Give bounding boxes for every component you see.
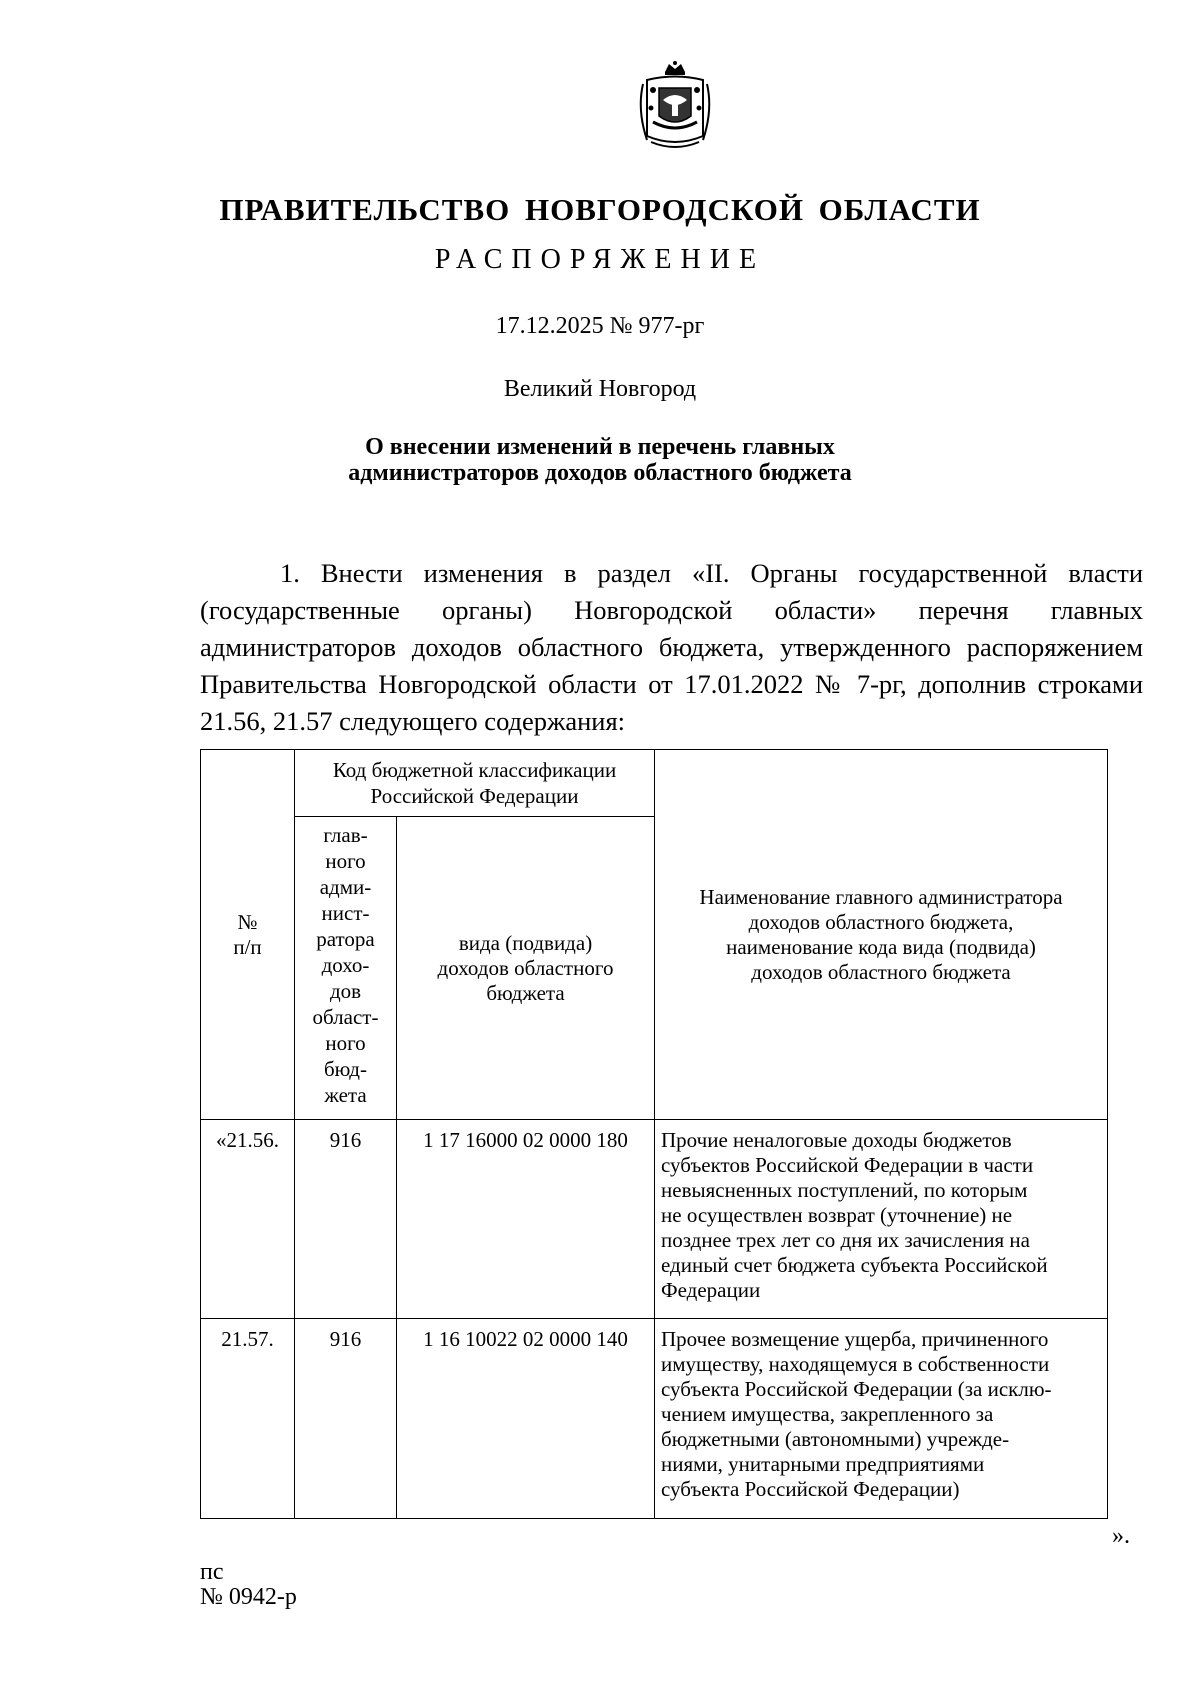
closing-quote: ». [1112, 1523, 1130, 1549]
document-date-number: 17.12.2025 № 977-рг [495, 313, 705, 339]
subject-line-1: О внесении изменений в перечень главных [365, 434, 835, 460]
document-place: Великий Новгород [503, 376, 697, 402]
table-row [201, 1120, 1108, 1319]
novgorod-coat-of-arms-icon [635, 60, 715, 152]
row-income-code: 1 16 10022 02 0000 140 [397, 1319, 655, 1519]
row-income-name: Прочее возмещение ущерба, причиненного имуществу, находящемуся в собственности субъекта Российской Федерации (за исклю- чением имущества, закрепленного за бюджетными (автономными) учрежде- ниями, унитарными предприятиями субъекта Российской Федерации) [655, 1319, 1108, 1519]
header-num: № п/п [201, 750, 295, 1120]
row-num: 21.57. [201, 1319, 295, 1519]
header-income-kind: вида (подвида) доходов областного бюджета [397, 817, 655, 1120]
body-paragraph: 1. Внести изменения в раздел «II. Органы государственной власти (государственные органы) Новгородской области» перечня главных администраторов доходов областного бюджета, утвержденного распоряжением Правительства Новгородской области от 17.01.2022 № 7-рг, дополнив строками 21.56, 21.57 следующего содержания: [200, 558, 1143, 736]
row-income-code: 1 17 16000 02 0000 180 [397, 1120, 655, 1319]
income-administrators-table [200, 749, 1108, 1519]
footer-line-1: пс [200, 1559, 224, 1585]
header-admin-code: глав- ного адми- нист- ратора дохо- дов област- ного бюд- жета [295, 817, 397, 1120]
header-code-group: Код бюджетной классификации Российской Федерации [295, 750, 655, 817]
table-row [201, 1319, 1108, 1519]
government-title: ПРАВИТЕЛЬСТВО НОВГОРОДСКОЙ ОБЛАСТИ [219, 192, 981, 227]
subject-line-2: администраторов доходов областного бюджета [348, 460, 852, 486]
row-admin-code: 916 [295, 1319, 397, 1519]
document-type: РАСПОРЯЖЕНИЕ [434, 244, 766, 275]
table-header-row [201, 750, 1108, 817]
document-subject [0, 434, 1200, 486]
row-num: «21.56. [201, 1120, 295, 1319]
footer-line-2: № 0942-р [200, 1584, 297, 1610]
header-admin-name: Наименование главного администратора доходов областного бюджета, наименование кода вида (подвида) доходов областного бюджета [655, 750, 1108, 1120]
row-income-name: Прочие неналоговые доходы бюджетов субъектов Российской Федерации в части невыясненных поступлений, по которым не осуществлен возврат (уточнение) не позднее трех лет со дня их зачисления на единый счет бюджета субъекта Российской Федерации [655, 1120, 1108, 1319]
footer-registration [200, 1560, 297, 1610]
row-admin-code: 916 [295, 1120, 397, 1319]
